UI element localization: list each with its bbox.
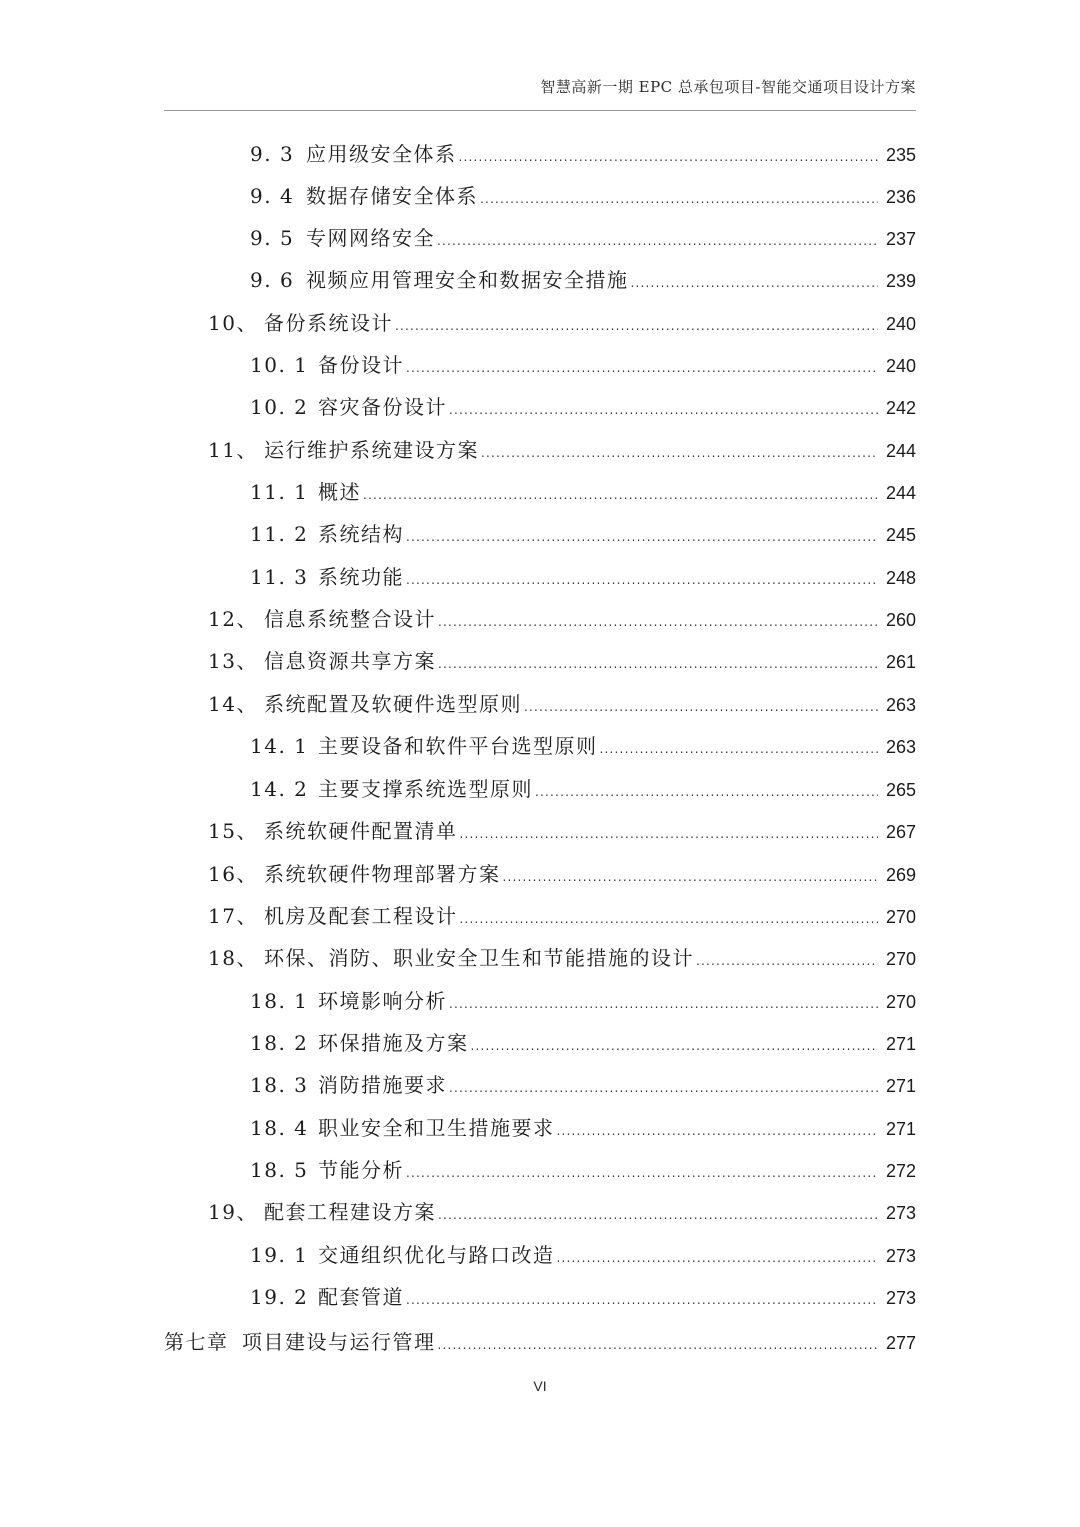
toc-entry[interactable] [250, 1069, 916, 1099]
toc-leader-dots [557, 1251, 879, 1265]
toc-entry-label: 专网网络安全 [306, 226, 435, 250]
toc-entry-page: 273 [885, 1203, 916, 1223]
toc-leader-dots [406, 361, 878, 375]
toc-entry-number: 16、 [208, 862, 258, 886]
toc-entry[interactable] [208, 603, 916, 633]
toc-entry-page: 244 [885, 441, 916, 461]
toc-entry[interactable] [250, 222, 916, 252]
toc-entry-number: 9. 4 [250, 184, 295, 208]
toc-leader-dots [438, 1338, 879, 1352]
toc-entry-number: 11. 2 [250, 522, 309, 546]
toc-entry-label: 交通组织优化与路口改造 [318, 1243, 555, 1267]
toc-entry-page: 240 [885, 314, 916, 334]
toc-leader-dots [438, 615, 878, 629]
toc-entry-page: 273 [885, 1288, 916, 1308]
toc-leader-dots [449, 997, 878, 1011]
toc-entry-page: 270 [885, 949, 916, 969]
toc-entry-page: 263 [885, 695, 916, 715]
toc-entry-label: 配套管道 [318, 1285, 404, 1309]
toc-leader-dots [600, 742, 879, 756]
toc-entry[interactable] [250, 1027, 916, 1057]
toc-entry-number: 17、 [208, 904, 258, 928]
toc-entry[interactable] [208, 900, 916, 930]
toc-entry-page: 242 [885, 398, 916, 418]
toc-entry[interactable] [250, 138, 916, 168]
toc-entry-page: 270 [885, 992, 916, 1012]
toc-entry-page: 271 [885, 1119, 916, 1139]
toc-entry-label: 职业安全和卫生措施要求 [318, 1116, 555, 1140]
toc-entry-number: 14. 1 [250, 734, 309, 758]
toc-entry-number: 10. 2 [250, 395, 309, 419]
toc-entry-label: 系统软硬件配置清单 [264, 819, 458, 843]
toc-entry-number: 11. 3 [250, 565, 309, 589]
toc-leader-dots [524, 700, 878, 714]
toc-entry-label: 主要设备和软件平台选型原则 [318, 734, 598, 758]
toc-entry-label: 环保措施及方案 [318, 1031, 469, 1055]
toc-entry-page: 239 [885, 271, 916, 291]
toc-leader-dots [535, 785, 878, 799]
toc-entry-number: 14、 [208, 692, 258, 716]
toc-entry-label: 消防措施要求 [318, 1073, 447, 1097]
toc-leader-dots [438, 657, 878, 671]
toc-entry-page: 267 [885, 822, 916, 842]
toc-leader-dots [460, 912, 879, 926]
toc-entry-page: 260 [885, 610, 916, 630]
toc-leader-dots [406, 573, 878, 587]
toc-entry-page: 273 [885, 1246, 916, 1266]
toc-leader-dots [449, 403, 878, 417]
toc-entry-number: 9. 3 [250, 142, 295, 166]
toc-entry[interactable] [208, 434, 916, 464]
toc-entry-number: 9. 5 [250, 226, 295, 250]
toc-entry-number: 18. 4 [250, 1116, 309, 1140]
toc-entry-number: 15、 [208, 819, 258, 843]
toc-entry-page: 248 [885, 568, 916, 588]
toc-entry-number: 18. 5 [250, 1158, 309, 1182]
toc-entry-page: 245 [885, 525, 916, 545]
toc-entry-page: 237 [885, 229, 916, 249]
toc-entry-page: 244 [885, 483, 916, 503]
toc-entry-label: 主要支撑系统选型原则 [318, 777, 533, 801]
toc-entry[interactable] [208, 688, 916, 718]
page-header [164, 74, 916, 111]
toc-entry-page: 269 [885, 865, 916, 885]
toc-leader-dots [363, 488, 878, 502]
toc-entry-number: 9. 6 [250, 268, 295, 292]
toc-entry-label: 信息资源共享方案 [264, 649, 436, 673]
toc-entry-label: 系统软硬件物理部署方案 [264, 862, 501, 886]
toc-entry[interactable] [250, 1281, 916, 1311]
toc-entry-label: 项目建设与运行管理 [242, 1330, 436, 1354]
toc-leader-dots [480, 192, 878, 206]
toc-entry[interactable] [208, 1196, 916, 1226]
toc-leader-dots [406, 1293, 878, 1307]
toc-entry-number: 18. 1 [250, 989, 309, 1013]
toc-entry-page: 271 [885, 1076, 916, 1096]
toc-entry[interactable] [208, 942, 916, 972]
toc-entry[interactable] [250, 180, 916, 210]
toc-entry-label: 容灾备份设计 [318, 395, 447, 419]
toc-entry[interactable] [208, 858, 916, 888]
toc-entry-label: 机房及配套工程设计 [264, 904, 458, 928]
toc-entry-number: 10. 1 [250, 353, 309, 377]
toc-entry-label: 环保、消防、职业安全卫生和节能措施的设计 [264, 946, 694, 970]
toc-entry-page: 261 [885, 652, 916, 672]
toc-entry[interactable] [250, 476, 916, 506]
toc-entry[interactable] [250, 1154, 916, 1184]
toc-entry[interactable] [250, 985, 916, 1015]
toc-entry[interactable] [250, 264, 916, 294]
toc-entry-page: 236 [885, 187, 916, 207]
toc-entry-label: 配套工程建设方案 [264, 1200, 436, 1224]
toc-leader-dots [406, 530, 878, 544]
toc-entry-number: 11、 [208, 438, 258, 462]
toc-entry-label: 环境影响分析 [318, 989, 447, 1013]
toc-entry-page: 265 [885, 780, 916, 800]
toc-entry-page: 263 [885, 737, 916, 757]
toc-entry-number: 19. 1 [250, 1243, 309, 1267]
toc-entry-page: 240 [885, 356, 916, 376]
toc-leader-dots [437, 234, 878, 248]
toc-entry-page: 270 [885, 907, 916, 927]
toc-entry-chapter[interactable] [164, 1326, 916, 1356]
toc-entry-label: 系统功能 [318, 565, 404, 589]
toc-entry[interactable] [250, 773, 916, 803]
toc-leader-dots [449, 1081, 878, 1095]
toc-entry-label: 应用级安全体系 [306, 142, 457, 166]
page-number: VI [533, 1378, 547, 1394]
toc-leader-dots [406, 1166, 878, 1180]
toc-entry-number: 13、 [208, 649, 258, 673]
toc-entry-number: 19. 2 [250, 1285, 309, 1309]
toc-entry-page: 235 [885, 145, 916, 165]
toc-entry-label: 备份设计 [318, 353, 404, 377]
toc-entry-number: 第七章 [164, 1330, 229, 1354]
toc-entry-number: 10、 [208, 311, 258, 335]
toc-leader-dots [395, 319, 878, 333]
toc-entry-number: 18. 2 [250, 1031, 309, 1055]
toc-entry[interactable] [208, 815, 916, 845]
toc-entry[interactable] [250, 349, 916, 379]
toc-leader-dots [696, 954, 878, 968]
document-title: 智慧高新一期 EPC 总承包项目-智能交通项目设计方案 [540, 78, 916, 96]
toc-entry[interactable] [250, 730, 916, 760]
toc-entry-label: 备份系统设计 [264, 311, 393, 335]
toc-entry[interactable] [250, 561, 916, 591]
toc-leader-dots [631, 276, 879, 290]
toc-entry-page: 271 [885, 1034, 916, 1054]
toc-entry-label: 信息系统整合设计 [264, 607, 436, 631]
toc-entry[interactable] [250, 518, 916, 548]
toc-entry-number: 19、 [208, 1200, 258, 1224]
toc-entry-label: 系统结构 [318, 522, 404, 546]
toc-entry[interactable] [250, 391, 916, 421]
toc-leader-dots [503, 870, 879, 884]
toc-entry-number: 12、 [208, 607, 258, 631]
toc-entry[interactable] [250, 1239, 916, 1269]
toc-entry[interactable] [208, 645, 916, 675]
toc-leader-dots [438, 1208, 878, 1222]
toc-entry-label: 运行维护系统建设方案 [264, 438, 479, 462]
toc-entry-number: 18、 [208, 946, 258, 970]
toc-entry-label: 概述 [318, 480, 361, 504]
toc-entry-page: 272 [885, 1161, 916, 1181]
toc-entry-label: 节能分析 [318, 1158, 404, 1182]
toc-leader-dots [481, 446, 878, 460]
toc-leader-dots [460, 827, 879, 841]
toc-entry[interactable] [250, 1112, 916, 1142]
toc-entry[interactable] [208, 307, 916, 337]
toc-entry-label: 数据存储安全体系 [306, 184, 478, 208]
toc-leader-dots [459, 150, 879, 164]
toc-leader-dots [557, 1124, 879, 1138]
toc-entry-page: 277 [885, 1333, 916, 1353]
toc-entry-label: 视频应用管理安全和数据安全措施 [306, 268, 629, 292]
toc-entry-number: 14. 2 [250, 777, 309, 801]
toc-entry-number: 18. 3 [250, 1073, 309, 1097]
toc-entry-number: 11. 1 [250, 480, 309, 504]
toc-leader-dots [471, 1039, 879, 1053]
toc-entry-label: 系统配置及软硬件选型原则 [264, 692, 522, 716]
